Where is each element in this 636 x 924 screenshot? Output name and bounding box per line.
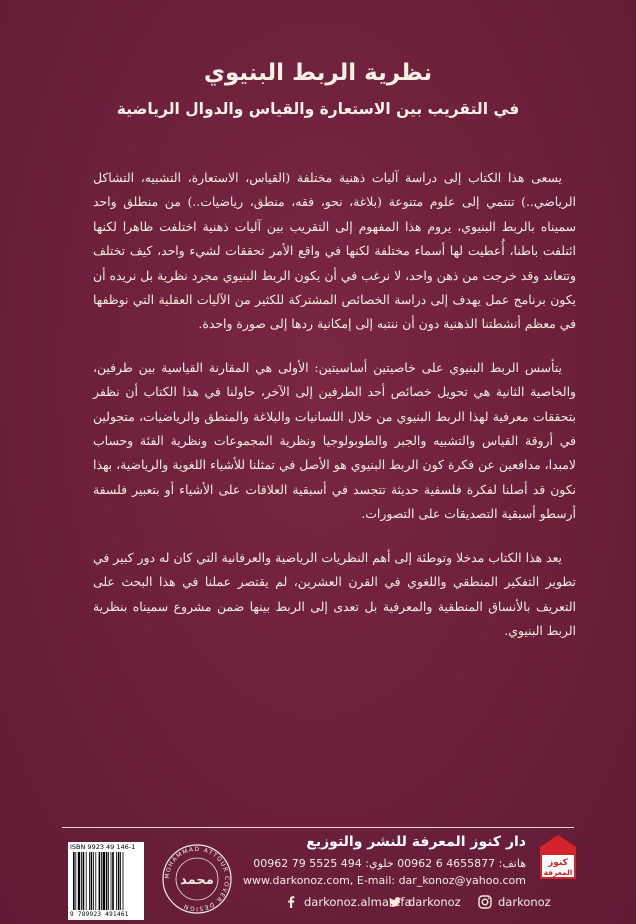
blurb-paragraph: يسعى هذا الكتاب إلى دراسة آليات ذهنية مختلفة (القياس، الاستعارة، التشبيه، التشاكل الرياضي..) تنتمي إلى علوم متنوعة (بلاغة، نحو، فقه، منطق، رياضيات..) من منطلق واحد سميناه بالربط البنيوي، يروم هذا المفهوم إلى التقريب بين آليات ذهنية اختلفت ظاهرا لكنها ائتلفت باطنا، أُعطيت لها أسماء مختلفة لكنها في واقع الأمر تحققات لشيء واحد، كيف تختلف وتتعاند وقد خرجت من ذهن واحد، لا نرغب في أن يكون الربط البنيوي مجرد نظرية بل نريده أن يكون برنامج عمل يهدف إلى دراسة الخصائص المشتركة للكثير من الآليات العقلية التي نوظفها في معظم أنشطتنا الذهنية دون أن ننتبه إلى إمكانية ردها إلى صورة واحدة. (93, 170, 576, 332)
blurb-paragraph: يتأسس الربط البنيوي على خاصيتين أساسيتين: الأولى هي المقارنة القياسية بين طرفين، والخاصية الثانية هي تحويل خصائص أحد الطرفين إلى الآخر، حاولنا في هذا الكتاب أن نظفر بتحققات معرفية لهذا الربط البنيوي من خلال اللسانيات والبلاغة والمنطق والرياضيات، متجولين في أروقة القياس والتشبيه والجبر والطوبولوجيا ونظرية المجموعات ونظرية الفئة وحساب لامبدا، مدافعين عن فكرة كون الربط البنيوي هو الأصل في تمثلنا للأشياء اللغوية والرياضية، بهذا نكون قد أصلنا لفكرة فلسفية حديثة تتجسد في أسبقية العلاقات على الأشياء أو بتعبير فلسفة أرسطو أسبقية التصديقات على التصورات. (93, 359, 576, 522)
blurb-paragraph: يعد هذا الكتاب مدخلا وتوطئة إلى أهم النظريات الرياضية والعرفانية التي كان له دور كبير في تطوير التفكير المنطقي واللغوي في القرن العشرين، لم يقتصر عملنا في هذا البحث على التعريف بالأنساق المنطقية والمعرفية بل تعدى إلى الربط بينها ضمن مشروع سميناه بنظرية الربط البنيوي. (93, 549, 576, 638)
barcode-digits: 9 789923 491461 (70, 911, 129, 918)
seal-ring-text: MOHAMMAD ATTOUR COVER DESIGN (163, 845, 231, 913)
facebook-handle: darkonoz.almarefa (304, 895, 412, 909)
facebook-icon (284, 895, 298, 909)
twitter-handle: darkonoz (408, 895, 461, 909)
isbn-label: ISBN 9923 49 146-1 (70, 843, 136, 851)
publisher-phones: هاتف: 4655877 6 00962 خلوي: 494 5525 79 00962 (253, 857, 526, 870)
instagram-handle: darkonoz (498, 895, 551, 909)
social-facebook[interactable] (284, 895, 412, 909)
book-subtitle: في التقريب بين الاستعارة والقياس والدوال الرياضية (116, 100, 520, 118)
designer-seal (160, 842, 234, 916)
book-title: نظرية الربط البنيوي (203, 60, 433, 86)
blurb (93, 166, 576, 662)
logo-text-top: كنوز (548, 858, 568, 868)
isbn-barcode (68, 842, 144, 920)
footer-divider (62, 827, 574, 828)
logo-text-bottom: المعرفة (543, 868, 573, 877)
publisher-logo (538, 833, 578, 881)
seal-center-text: محمد (180, 873, 214, 888)
publisher-web-email: www.darkonoz.com, E-mail: dar_konoz@yahoo.com (243, 874, 526, 887)
social-instagram[interactable] (478, 895, 551, 909)
publisher-name: دار كنوز المعرفة للنشر والتوزيع (306, 834, 526, 850)
barcode (72, 852, 140, 910)
instagram-icon (478, 895, 492, 909)
